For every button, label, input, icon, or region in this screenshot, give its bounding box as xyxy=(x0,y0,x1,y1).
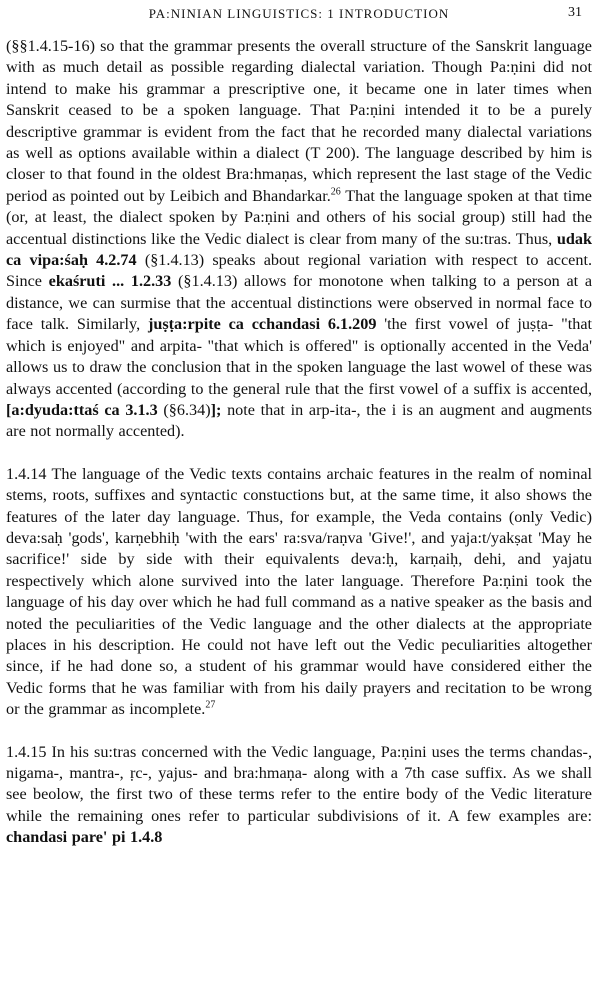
footnote-marker: 26 xyxy=(330,186,341,198)
paragraph xyxy=(6,742,592,849)
text-run: (§6.34) xyxy=(157,400,211,419)
text-run: (§1.4.13) speaks about regional variation with respect to accent. Since xyxy=(6,251,592,291)
body-text xyxy=(6,36,592,849)
page-number: 31 xyxy=(568,5,582,20)
paragraph xyxy=(6,36,592,443)
text-run: (§1.4.13) allows for monotone when talking to a person at a distance, we can surmise that the accentual distinctions were observed in normal face to face talk. Similarly, xyxy=(6,272,593,334)
sutra-citation: juṣṭa:rpite ca cchandasi 6.1.209 xyxy=(147,315,377,334)
text-run: 1.4.15 In his su:tras concerned with the Vedic language, Pa:ṇini uses the terms chandas-, nigama-, mantra-, ṛc-, yajus- and bra:hmaṇa- along with a 7th case suffix. As we shall see beolow, the first two of these terms refer to the entire body of the Vedic literature while the remaining ones refer to particular subdivisions of it. A few examples are: xyxy=(6,742,592,825)
sutra-citation: [a:dyuda:ttaś ca 3.1.3 xyxy=(6,400,158,419)
paragraph xyxy=(6,464,592,721)
sutra-citation: udak ca vipa:śaḥ 4.2.74 xyxy=(6,229,592,270)
running-title: PA:NINIAN LINGUISTICS: 1 INTRODUCTION xyxy=(148,6,450,21)
text-run: note that in arp-ita-, the i is an augment and augments are not normally accented). xyxy=(6,400,592,441)
sutra-citation: ]; xyxy=(210,400,222,419)
sutra-citation: ekaśruti ... 1.2.33 xyxy=(48,272,172,291)
text-run: 'the first vowel of juṣṭa- "that which is enjoyed" and arpita- "that which is offered" is optionally accented in the Veda' allows us to draw the conclusion that in the spoken language the last wowel of these was always accented (according to the general rule that the first vowel of a suffix is accented, xyxy=(6,315,593,398)
footnote-marker: 27 xyxy=(205,699,216,711)
text-run: That the language spoken at that time (or, at least, the dialect spoken by Pa:ṇini and others of his social group) still had the accentual distinctions like the Vedic dialect is clear from many of the su:tras. Thus, xyxy=(6,186,592,248)
running-header xyxy=(6,0,592,30)
text-run: 1.4.14 The language of the Vedic texts contains archaic features in the realm of nominal stems, roots, suffixes and syntactic constuctions but, at the same time, it also shows the features of the later day language. Thus, for example, the Veda contains (only Vedic) deva:saḥ 'gods', karṇebhiḥ 'with the ears' ra:sva/raṇva 'Give!', and yaja:t/yakṣat 'May he sacrifice!' side by side with their equivalents deva:ḥ, karṇaiḥ, dehi, and yajatu respectively which alone survived into the later language. Therefore Pa:ṇini took the language of his day over which he had full command as a native speaker as the basis and noted the peculiarities of the Vedic language and the other dialects at the appropriate places in his description. He could not have left out the Vedic peculiarities altogether since, if he had done so, a student of his grammar would have considered either the Vedic forms that he was familiar with from his daily prayers and recitation to be wrong or the grammar as incomplete. xyxy=(6,464,592,719)
sutra-citation: chandasi pare' pi 1.4.8 xyxy=(6,828,163,847)
text-run: (§§1.4.15-16) so that the grammar presents the overall structure of the Sanskrit language with as much detail as possible regarding dialectal variation. Though Pa:ṇini did not intend to make his grammar a prescriptive one, it became one in later times when Sanskrit ceased to be a spoken language. That Pa:ṇini intended it to be a purely descriptive grammar is evident from the fact that he recorded many dialectal variations as well as options available within a dialect (T 200). The language described by him is closer to that found in the oldest Bra:hmaṇas, which represent the last stage of the Vedic period as pointed out by Leibich and Bhandarkar. xyxy=(6,37,592,205)
